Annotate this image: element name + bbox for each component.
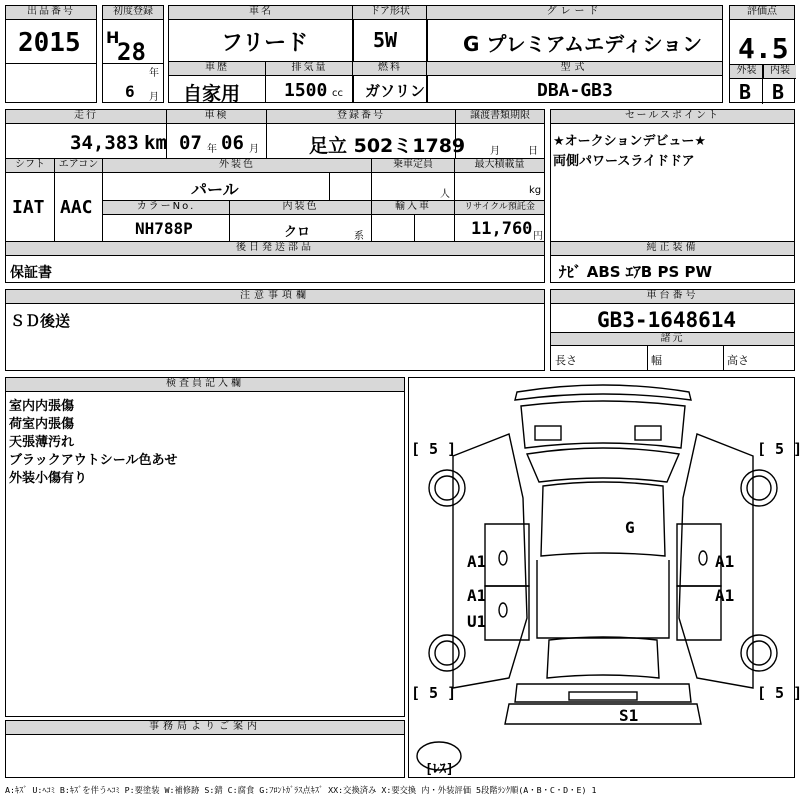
mark-left-rear-door-2: U1 (467, 612, 487, 631)
inspector-line-1: 室内内張傷 (9, 399, 75, 414)
car-name: フリード (221, 31, 309, 56)
car-outline-svg (409, 378, 796, 779)
door-label: ドア形状 (353, 6, 427, 20)
ext-score-label: 外装 (730, 65, 763, 79)
notes: ＳＤ後送 (10, 312, 71, 330)
width-label: 幅 (651, 354, 662, 367)
office-label: 事務局よりご案内 (6, 721, 404, 735)
lot-label: 出品番号 (6, 6, 96, 20)
insp-year-unit: 年 (207, 144, 217, 155)
equipment-label: 純正装備 (551, 242, 794, 256)
sales-label: セールスポイント (551, 110, 794, 124)
int-score-label: 内装 (763, 65, 796, 79)
import-cell (371, 200, 455, 242)
insp-month-unit: 月 (249, 144, 259, 155)
reg-month: 6 (125, 82, 135, 101)
transfer-day-unit: 日 (528, 146, 538, 157)
inspector-line-3: 天張薄汚れ (9, 435, 75, 450)
car-name-cell (168, 5, 354, 62)
spec-label: 諸元 (551, 332, 794, 346)
chassis-cell (550, 289, 795, 371)
int-score: B (772, 80, 785, 104)
shift-cell (5, 158, 55, 242)
month-unit: 月 (149, 92, 159, 103)
displacement-cell (265, 61, 354, 103)
capacity-unit: 人 (440, 189, 450, 200)
height-label: 高さ (727, 354, 749, 367)
notes-cell (5, 289, 545, 371)
color-cell (102, 158, 372, 201)
grade: G プレミアムエディション (463, 32, 703, 56)
later-parts: 保証書 (10, 265, 52, 281)
score-label: 評価点 (730, 6, 794, 20)
tire-front-right: [ 5 ] (757, 440, 802, 458)
transfer-label: 譲渡書類期限 (456, 110, 544, 124)
first-reg-cell (102, 5, 164, 103)
fuel: ガソリン (365, 82, 426, 100)
mark-right-rear-door: A1 (715, 586, 735, 605)
max-load-unit: kg (529, 185, 542, 196)
mileage-cell (5, 109, 167, 159)
model: DBA-GB3 (537, 80, 613, 101)
capacity-cell (371, 158, 455, 201)
later-parts-cell (5, 241, 545, 283)
interior-color-label: 内装色 (230, 201, 371, 215)
transfer-month-unit: 月 (490, 146, 500, 157)
displacement-label: 排気量 (266, 62, 353, 76)
inspection-cell (166, 109, 267, 159)
history-label: 車歴 (169, 62, 265, 76)
recycle: 11,760 (471, 219, 533, 239)
mileage-unit: km (144, 132, 167, 154)
sales-point-1: ★オークションデビュー★ (553, 134, 707, 149)
recycle-label: リサイクル預託金 (455, 201, 544, 215)
transfer-cell (455, 109, 545, 159)
inspector-line-2: 荷室内張傷 (9, 417, 75, 432)
damage-diagram (408, 377, 802, 778)
insp-year: 07 (179, 132, 202, 154)
inspection-label: 車検 (167, 110, 266, 124)
later-parts-label: 後日発送部品 (6, 242, 544, 256)
mileage-label: 走行 (6, 110, 166, 124)
grade-label: グレード (427, 6, 722, 20)
mark-right-front-door: A1 (715, 552, 735, 571)
chassis-number: GB3-1648614 (597, 308, 737, 332)
tire-front-left: [ 5 ] (411, 440, 457, 458)
year-unit: 年 (149, 68, 159, 79)
mileage: 34,383 (70, 132, 139, 154)
inspector-line-4: ブラックアウトシール色あせ (9, 453, 178, 468)
tire-rear-right: [ 5 ] (757, 684, 802, 702)
displacement-unit: cc (332, 88, 343, 99)
tire-rear-left: [ 5 ] (411, 684, 457, 702)
mark-left-front-door: A1 (467, 552, 487, 571)
lot-cell (5, 5, 97, 103)
grade-cell (426, 5, 723, 62)
first-reg-label: 初度登録 (103, 6, 163, 20)
mark-left-rear-door: A1 (467, 586, 487, 605)
door-cell (352, 5, 428, 62)
score-cell (729, 5, 795, 103)
spare-tire: [ﾚｽ] (425, 762, 454, 777)
color-label: 外装色 (103, 159, 371, 173)
ac: AAC (60, 197, 93, 218)
legend: A:ｷｽﾞ U:ﾍｺﾐ B:ｷｽﾞを伴うﾍｺﾐ P:要塗装 W:補修跡 S:錆 C:腐食 G:ﾌﾛﾝﾄｶﾞﾗｽ点ｷｽﾞ XX:交換済み X:要交換 内・外装評価 5段階ﾗﾝｸ順(A・B・C・D・E) 1 (5, 785, 597, 795)
history: 自家用 (183, 83, 241, 105)
interior-unit: 系 (354, 231, 364, 242)
model-label: 型式 (427, 62, 722, 76)
plate-cell (266, 109, 466, 159)
plate-label: 登録番号 (267, 110, 455, 124)
era: H (106, 28, 120, 47)
history-cell (168, 61, 266, 103)
color-no-cell (102, 200, 230, 242)
notes-label: 注意事項欄 (6, 290, 544, 304)
color: パール (191, 180, 239, 199)
mark-roof: G (625, 518, 635, 537)
insp-month: 06 (221, 132, 244, 154)
color-no: NH788P (135, 219, 193, 238)
plate: 足立 502ミ1789 (309, 135, 466, 157)
ac-cell (54, 158, 103, 242)
equipment: ﾅﾋﾞ ABS ｴｱB PS PW (559, 263, 713, 281)
recycle-cell (454, 200, 545, 242)
sales-point-cell (550, 109, 795, 243)
inspector-cell (5, 377, 405, 717)
displacement: 1500 (284, 80, 328, 101)
import-label: 輸入車 (372, 201, 454, 215)
max-load-cell (454, 158, 545, 201)
inspector-line-5: 外装小傷有り (9, 471, 88, 486)
recycle-unit: 円 (533, 231, 543, 242)
interior-color-cell (229, 200, 372, 242)
fuel-cell (352, 61, 428, 103)
interior-color: クロ (284, 225, 311, 240)
ext-score: B (739, 80, 752, 104)
car-name-label: 車名 (169, 6, 353, 20)
reg-year: 28 (117, 38, 146, 66)
shift: IAT (12, 197, 45, 218)
mark-rear-bumper: S1 (619, 706, 639, 725)
office-cell (5, 720, 405, 778)
inspector-label: 検査員記入欄 (6, 378, 404, 392)
shift-label: シフト (6, 159, 54, 173)
color-no-label: カラーNo. (103, 201, 229, 215)
model-cell (426, 61, 723, 103)
fuel-label: 燃料 (353, 62, 427, 76)
max-load-label: 最大積載量 (455, 159, 544, 173)
chassis-label: 車台番号 (551, 290, 794, 304)
door-type: 5W (373, 28, 398, 52)
equipment-cell (550, 241, 795, 283)
score: 4.5 (738, 32, 789, 65)
capacity-label: 乗車定員 (372, 159, 454, 173)
sales-point-2: 両側パワースライドドア (553, 154, 695, 169)
ac-label: エアコン (55, 159, 102, 173)
length-label: 長さ (555, 354, 577, 367)
lot-number: 2015 (18, 28, 81, 58)
